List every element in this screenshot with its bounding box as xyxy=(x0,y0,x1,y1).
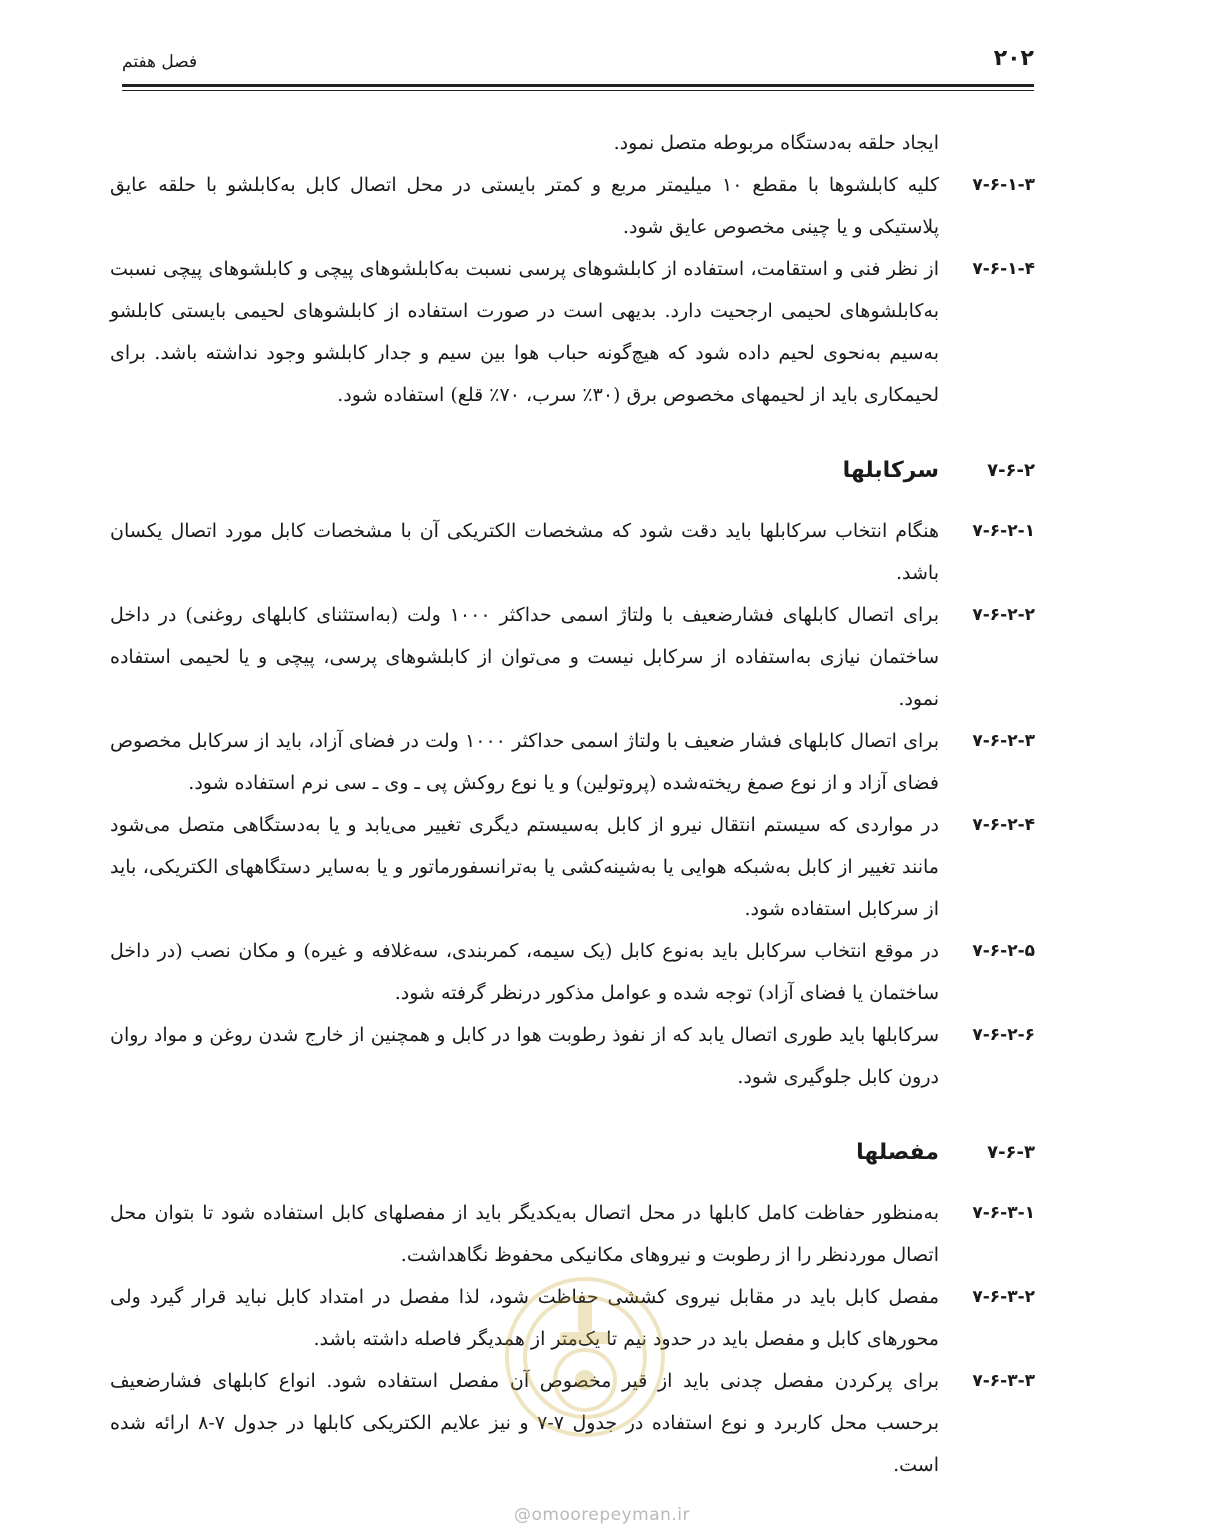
at-sign-icon: @ xyxy=(514,1505,532,1525)
clause-text: برای پرکردن مفصل چدنی باید از قیر مخصوص آن مفصل استفاده شود. انواع کابلهای فشارضعیف برحسب محل کاربرد و نوع استفاده در جدول ۷-۷ و نیز علایم الکتریکی کابلها در جدول ۷-۸ ارائه شده است. xyxy=(110,1370,939,1476)
watermark-url xyxy=(514,1505,690,1525)
clause-text: از نظر فنی و استقامت، استفاده از کابلشوهای پرسی نسبت به‌کابلشوهای پیچی و کابلشوهای پیچی نسبت به‌کابلشوهای لحیمی ارجحیت دارد. بدیهی است در صورت استفاده از کابلشوهای لحیمی بایستی کابلشو به‌سیم به‌نحوی لحیم داده شود که هیچ‌گونه حباب هوا بین سیم و جدار کابلشو وجود نداشته باشد. برای لحیمکاری باید از لحیمهای مخصوص برق (۳۰٪ سرب، ۷۰٪ قلع) استفاده شود. xyxy=(110,258,939,406)
clause-7-6-2-2 xyxy=(110,594,1035,720)
clause-number xyxy=(939,122,1035,164)
watermark-url-text: omoorepeyman.ir xyxy=(531,1505,691,1525)
section-number: ۷-۶-۲ xyxy=(987,460,1035,481)
clause-text: ایجاد حلقه به‌دستگاه مربوطه متصل نمود. xyxy=(613,132,939,154)
page-body xyxy=(110,122,1035,1486)
clause-text: هنگام انتخاب سرکابلها باید دقت شود که مشخصات الکتریکی آن با مشخصات کابل مورد اتصال یکسان باشد. xyxy=(110,520,939,584)
section-heading-cable-terminations xyxy=(110,450,1035,492)
clause-7-6-1-3 xyxy=(110,164,1035,248)
clause-number: ۷-۶-۳-۱ xyxy=(972,1203,1035,1223)
clause-number: ۷-۶-۲-۵ xyxy=(972,941,1035,961)
clause-number: ۷-۶-۱-۳ xyxy=(972,175,1035,195)
section-heading-cable-joints xyxy=(110,1132,1035,1174)
clause-7-6-2-1 xyxy=(110,510,1035,594)
clause-number: ۷-۶-۲-۳ xyxy=(972,731,1035,751)
clause-number: ۷-۶-۲-۱ xyxy=(972,521,1035,541)
section-number: ۷-۶-۳ xyxy=(987,1142,1035,1163)
clause-number: ۷-۶-۳-۳ xyxy=(972,1371,1035,1391)
clause-7-6-1-4 xyxy=(110,248,1035,416)
clause-number: ۷-۶-۳-۲ xyxy=(972,1287,1035,1307)
clause-text: کلیه کابلشوها با مقطع ۱۰ میلیمتر مربع و کمتر بایستی در محل اتصال کابل به‌کابلشو با حلقه عایق پلاستیکی و یا چینی مخصوص عایق شود. xyxy=(110,174,939,238)
clause-number: ۷-۶-۱-۴ xyxy=(972,259,1035,279)
clause-number: ۷-۶-۲-۶ xyxy=(972,1025,1035,1045)
clause-7-6-2-4 xyxy=(110,804,1035,930)
clause-text: در موقع انتخاب سرکابل باید به‌نوع کابل (یک سیمه، کمربندی، سه‌غلافه و غیره) و مکان نصب (در داخل ساختمان یا فضای آزاد) توجه شده و عوامل مذکور درنظر گرفته شود. xyxy=(110,940,939,1004)
clause-number: ۷-۶-۲-۲ xyxy=(972,605,1035,625)
clause-text: برای اتصال کابلهای فشار ضعیف با ولتاژ اسمی حداکثر ۱۰۰۰ ولت در فضای آزاد، باید از سرکابل مخصوص فضای آزاد و از نوع صمغ ریخته‌شده (پروتولین) و یا نوع روکش پی ـ وی ـ سی نرم استفاده شود. xyxy=(110,730,939,794)
clause-number: ۷-۶-۲-۴ xyxy=(972,815,1035,835)
clause-7-6-3-3 xyxy=(110,1360,1035,1486)
clause-text: مفصل کابل باید در مقابل نیروی کششی حفاظت شود، لذا مفصل در امتداد کابل نباید قرار گیرد ولی محورهای کابل و مفصل باید در حدود نیم تا یک‌متر از همدیگر فاصله داشته باشد. xyxy=(110,1286,939,1350)
clause-7-6-2-3 xyxy=(110,720,1035,804)
section-title: مفصلها xyxy=(856,1140,939,1165)
paragraph-continuation xyxy=(110,122,1035,164)
clause-7-6-2-6 xyxy=(110,1014,1035,1098)
header-divider-thin xyxy=(122,90,1034,91)
clause-7-6-3-2 xyxy=(110,1276,1035,1360)
clause-text: در مواردی که سیستم انتقال نیرو از کابل به‌سیستم دیگری تغییر می‌یابد و یا به‌دستگاهی متصل می‌شود مانند تغییر از کابل به‌شبکه هوایی یا به‌شینه‌کشی یا به‌ترانسفورماتور و یا به‌سایر دستگاههای الکتریکی، باید از سرکابل استفاده شود. xyxy=(110,814,939,920)
clause-text: به‌منظور حفاظت کامل کابلها در محل اتصال به‌یکدیگر باید از مفصلهای کابل استفاده شود تا بتوان محل اتصال موردنظر را از رطوبت و نیروهای مکانیکی محفوظ نگاهداشت. xyxy=(110,1202,939,1266)
clause-text: سرکابلها باید طوری اتصال یابد که از نفوذ رطوبت هوا در کابل و همچنین از خارج شدن روغن و مواد روان درون کابل جلوگیری شود. xyxy=(110,1024,939,1088)
page-number: ۲۰۲ xyxy=(993,46,1034,71)
page-header xyxy=(122,46,1034,82)
section-title: سرکابلها xyxy=(842,458,939,483)
header-divider xyxy=(122,84,1034,87)
chapter-title: فصل هفتم xyxy=(122,52,198,72)
clause-7-6-2-5 xyxy=(110,930,1035,1014)
clause-7-6-3-1 xyxy=(110,1192,1035,1276)
clause-text: برای اتصال کابلهای فشارضعیف با ولتاژ اسمی حداکثر ۱۰۰۰ ولت (به‌استثنای کابلهای روغنی) در داخل ساختمان نیازی به‌استفاده از سرکابل نیست و می‌توان از کابلشوهای پرسی، پیچی و یا لحیمی استفاده نمود. xyxy=(110,604,939,710)
